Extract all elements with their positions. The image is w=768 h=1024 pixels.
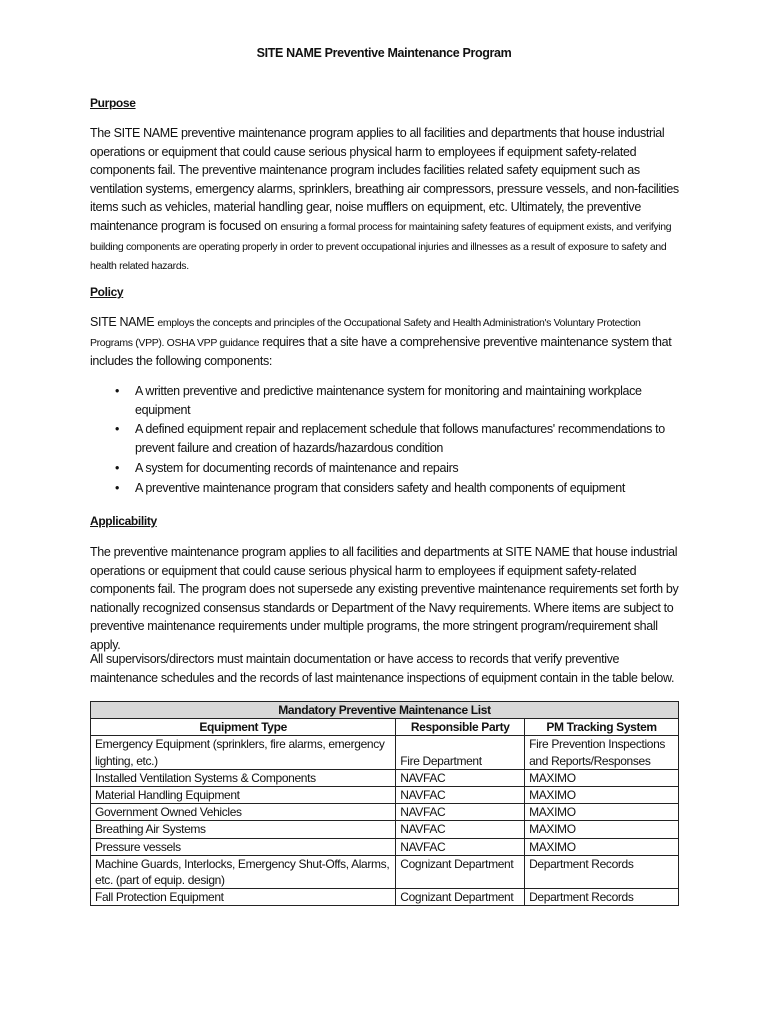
list-item-text: A preventive maintenance program that considers safety and health components of equipment	[135, 480, 625, 495]
table-cell: MAXIMO	[525, 769, 679, 786]
table-row	[91, 838, 679, 855]
table-cell: Breathing Air Systems	[91, 821, 396, 838]
bullet-icon: •	[115, 480, 120, 495]
column-header-responsible-party: Responsible Party	[396, 719, 525, 736]
table-cell: Cognizant Department	[396, 855, 525, 888]
table-row	[91, 769, 679, 786]
table-cell: Machine Guards, Interlocks, Emergency Shut-Offs, Alarms, etc. (part of equip. design)	[91, 855, 396, 888]
maintenance-table	[90, 701, 679, 906]
applicability-paragraph-2: All supervisors/directors must maintain documentation or have access to records that verify preventive maintenance schedules and the records of last maintenance inspections of equipment contain in the table below.	[90, 652, 675, 685]
table-cell: NAVFAC	[396, 787, 525, 804]
table-cell: MAXIMO	[525, 787, 679, 804]
table-row	[91, 787, 679, 804]
table-cell: Department Records	[525, 889, 679, 906]
list-item-text: A defined equipment repair and replacement schedule that follows manufactures' recommendations to prevent failure and creation of hazards/hazardous condition	[135, 422, 665, 455]
applicability-heading: Applicability	[90, 514, 157, 528]
table-cell: Cognizant Department	[396, 889, 525, 906]
table-caption: Mandatory Preventive Maintenance List	[91, 702, 679, 719]
bullet-icon: •	[115, 384, 120, 398]
policy-bullet-list	[90, 382, 680, 498]
table-caption-row	[91, 702, 679, 719]
bullet-icon: •	[115, 422, 120, 437]
list-item	[90, 459, 680, 478]
column-header-equipment-type: Equipment Type	[91, 719, 396, 736]
bullet-icon: •	[115, 460, 120, 475]
policy-text-small: employs the concepts and principles of the Occupational Safety and Health Administration's Voluntary Protection Programs (VPP). OSHA VPP guidance	[90, 317, 641, 349]
table-header-row	[91, 719, 679, 736]
purpose-text-small: ensuring a formal process for maintaining safety features of equipment exists, and verifying building components are operating properly in order to prevent occupational injuries and illnesses as a result of exposure to safety and health related hazards.	[90, 220, 672, 273]
column-header-pm-tracking-system: PM Tracking System	[525, 719, 679, 736]
table-cell: Department Records	[525, 855, 679, 888]
table-row	[91, 889, 679, 906]
policy-text-end: requires that a site have a comprehensive preventive maintenance system that includes the following components:	[90, 334, 672, 369]
table-cell: MAXIMO	[525, 838, 679, 855]
table-cell: Emergency Equipment (sprinklers, fire alarms, emergency lighting, etc.)	[91, 736, 396, 769]
list-item	[90, 420, 680, 457]
purpose-heading: Purpose	[90, 96, 136, 110]
purpose-text: The SITE NAME preventive maintenance program applies to all facilities and departments that house industrial operations or equipment that could cause serious physical harm to employees if equipment safety-related components fail. The preventive maintenance program includes facilities related safety equipment such as ventilation systems, emergency alarms, sprinklers, breathing air compressors, pressure vessels, and non-facilities items such as vehicles, material handling gear, noise mufflers on equipment, etc. Ultimately, the preventive maintenance program is focused on	[90, 126, 679, 233]
table-cell: NAVFAC	[396, 769, 525, 786]
table-cell: NAVFAC	[396, 821, 525, 838]
table-row	[91, 736, 679, 769]
applicability-paragraph-1: The preventive maintenance program applies to all facilities and departments at SITE NAME that house industrial operations or equipment that could cause serious physical harm to employees if equipment safety-related components fail. The program does not supersede any existing preventive maintenance requirements set forth by nationally recognized consensus standards or Department of the Navy requirements. Where items are subject to preventive maintenance requirements under multiple programs, the more stringent program/requirement shall apply.	[90, 545, 679, 652]
table-cell: NAVFAC	[396, 838, 525, 855]
table-row	[91, 855, 679, 888]
table-cell: NAVFAC	[396, 804, 525, 821]
list-item	[90, 479, 680, 498]
table-cell: Material Handling Equipment	[91, 787, 396, 804]
table-cell: Fire Prevention Inspections and Reports/Responses	[525, 736, 679, 769]
policy-paragraph	[90, 313, 680, 371]
table-row	[91, 821, 679, 838]
list-item-text: A system for documenting records of maintenance and repairs	[135, 460, 459, 475]
table-cell: MAXIMO	[525, 804, 679, 821]
table-cell: Government Owned Vehicles	[91, 804, 396, 821]
policy-heading: Policy	[90, 285, 124, 299]
policy-text-start: SITE NAME	[90, 315, 158, 329]
table-cell: MAXIMO	[525, 821, 679, 838]
table-cell: Installed Ventilation Systems & Components	[91, 769, 396, 786]
table-row	[91, 804, 679, 821]
document-title: SITE NAME Preventive Maintenance Program	[256, 46, 512, 60]
list-item	[90, 382, 680, 419]
table-cell: Pressure vessels	[91, 838, 396, 855]
purpose-paragraph	[90, 124, 680, 276]
list-item-text: A written preventive and predictive maintenance system for monitoring and maintaining workplace equipment	[135, 384, 642, 417]
table-cell: Fire Department	[396, 736, 525, 769]
table-cell: Fall Protection Equipment	[91, 889, 396, 906]
